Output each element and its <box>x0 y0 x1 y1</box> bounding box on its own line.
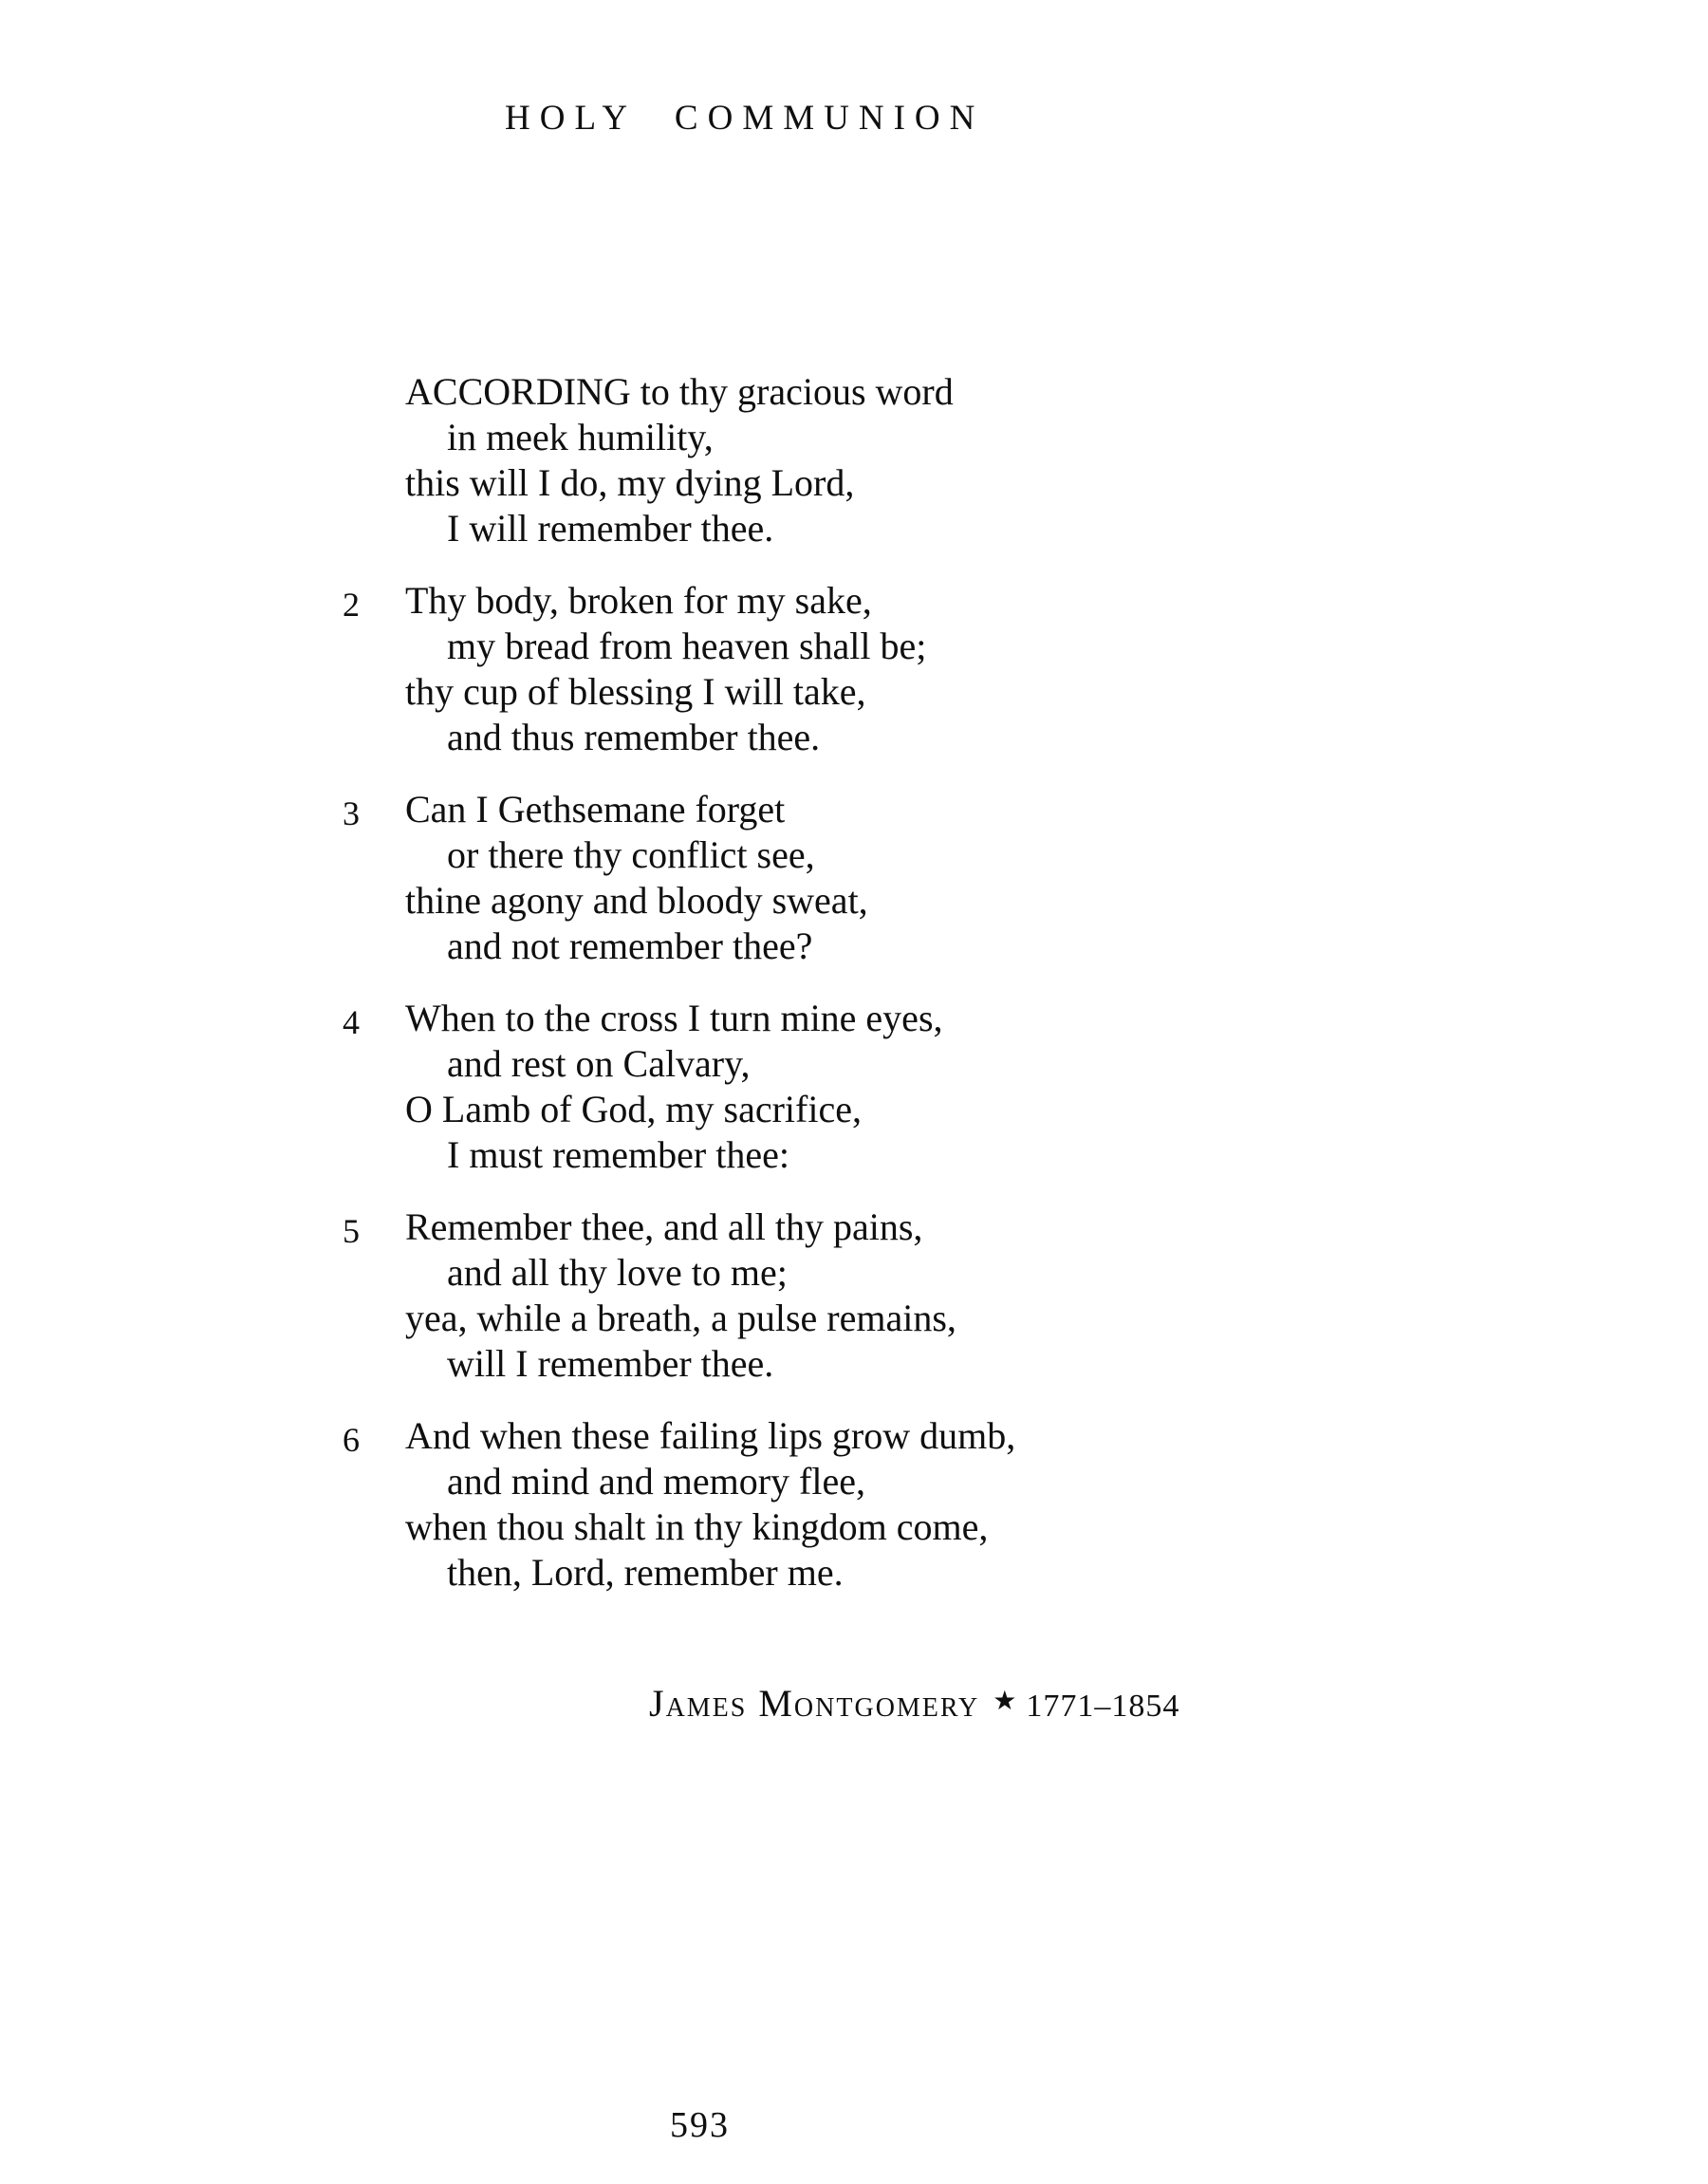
verse-line: ACCORDING to thy gracious word <box>405 370 954 413</box>
stanza-1 <box>405 369 1015 551</box>
verse-line: thy cup of blessing I will take, <box>405 670 866 713</box>
stanza-2 <box>343 578 1015 760</box>
hymn-text <box>343 369 1016 1596</box>
verse-line: will I remember thee. <box>447 1342 774 1385</box>
verse-line: and mind and memory flee, <box>447 1460 865 1503</box>
section-heading: HOLY COMMUNION <box>505 99 985 138</box>
verse-line: when thou shalt in thy kingdom come, <box>405 1505 989 1548</box>
verse-line: Thy body, broken for my sake, <box>405 579 872 622</box>
verse-number: 6 <box>343 1421 360 1459</box>
stanza-3 <box>343 787 1015 969</box>
verse-number: 3 <box>343 794 360 832</box>
verse-line: then, Lord, remember me. <box>447 1551 844 1594</box>
verse-line: and rest on Calvary, <box>447 1042 751 1085</box>
verse-number: 4 <box>343 1003 360 1041</box>
attribution <box>649 1680 1179 1728</box>
verse-line: Can I Gethsemane forget <box>405 788 786 831</box>
verse-line: When to the cross I turn mine eyes, <box>405 997 943 1039</box>
verse-line: I must remember thee: <box>447 1133 789 1176</box>
verse-line: and thus remember thee. <box>447 716 821 758</box>
verse-line: Remember thee, and all thy pains, <box>405 1205 923 1248</box>
verse-line: O Lamb of God, my sacrifice, <box>405 1088 862 1130</box>
verse-line: in meek humility, <box>447 416 714 458</box>
stanza-4 <box>343 996 1015 1178</box>
verse-line: and all thy love to me; <box>447 1251 788 1294</box>
verse-line: or there thy conflict see, <box>447 833 815 876</box>
verse-line: this will I do, my dying Lord, <box>405 461 855 504</box>
verse-number: 5 <box>343 1212 360 1250</box>
verse-line: and not remember thee? <box>447 924 813 967</box>
verse-line: thine agony and bloody sweat, <box>405 879 868 922</box>
author-years: 1771–1854 <box>1026 1689 1180 1724</box>
verse-line: my bread from heaven shall be; <box>447 625 927 667</box>
verse-number: 2 <box>343 586 360 624</box>
stanza-6 <box>343 1413 1016 1596</box>
verse-line: I will remember thee. <box>447 507 774 550</box>
author-name: James Montgomery <box>649 1682 980 1725</box>
star-icon: ★ <box>993 1687 1017 1716</box>
stanza-5 <box>343 1204 1015 1387</box>
verse-line: yea, while a breath, a pulse remains, <box>405 1297 956 1339</box>
page-number: 593 <box>670 2105 730 2145</box>
verse-line: And when these failing lips grow dumb, <box>405 1414 1016 1457</box>
